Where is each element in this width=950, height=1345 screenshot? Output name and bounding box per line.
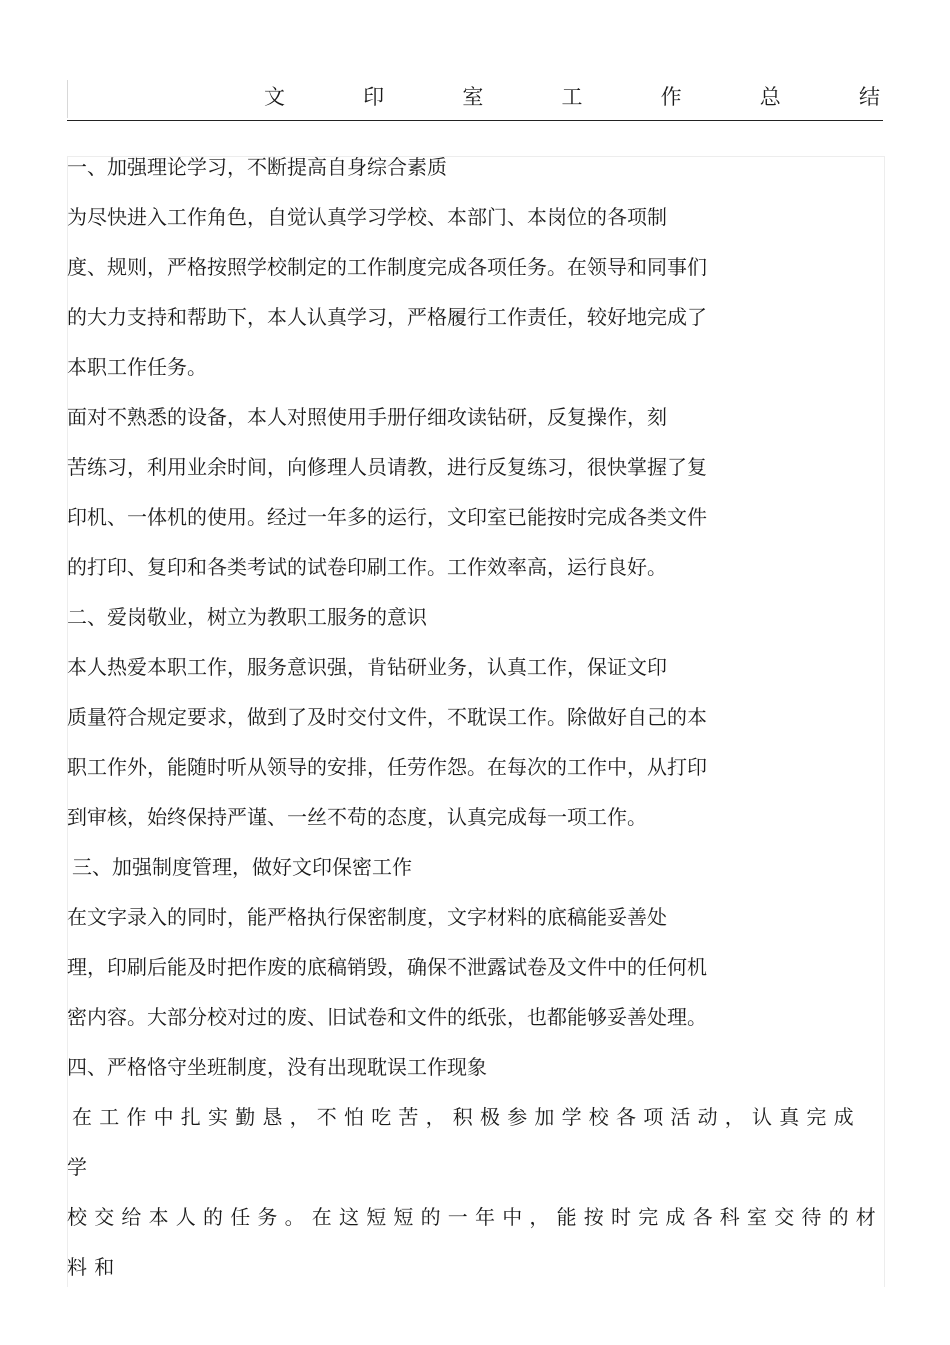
text-line: 在文字录入的同时，能严格执行保密制度，文字材料的底稿能妥善处 xyxy=(67,905,667,929)
title-char: 总 xyxy=(759,85,781,109)
text-line: 苦练习，利用业余时间，向修理人员请教，进行反复练习，很快掌握了复 xyxy=(67,455,707,479)
section-heading: 三、加强制度管理，做好文印保密工作 xyxy=(72,855,412,879)
page-title xyxy=(264,80,880,114)
text-line: 校交给本人的任务。在这短短的一年中，能按时完成各科室交待的材 xyxy=(67,1205,883,1229)
title-char: 工 xyxy=(561,85,583,109)
text-line: 到审核，始终保持严谨、一丝不苟的态度，认真完成每一项工作。 xyxy=(67,805,647,829)
section-heading: 四、严格恪守坐班制度，没有出现耽误工作现象 xyxy=(67,1055,487,1079)
document-body xyxy=(67,150,883,1300)
text-line: 理，印刷后能及时把作废的底稿销毁，确保不泄露试卷及文件中的任何机 xyxy=(67,955,707,979)
text-line: 为尽快进入工作角色，自觉认真学习学校、本部门、本岗位的各项制 xyxy=(67,205,667,229)
text-line: 印机、一体机的使用。经过一年多的运行，文印室已能按时完成各类文件 xyxy=(67,505,707,529)
text-line: 密内容。大部分校对过的废、旧试卷和文件的纸张，也都能够妥善处理。 xyxy=(67,1005,707,1029)
section-heading: 一、加强理论学习，不断提高自身综合素质 xyxy=(67,155,447,179)
text-line: 的大力支持和帮助下，本人认真学习，严格履行工作责任，较好地完成了 xyxy=(67,305,707,329)
text-line: 学 xyxy=(67,1155,87,1179)
title-char: 室 xyxy=(462,85,484,109)
text-line: 的打印、复印和各类考试的试卷印刷工作。工作效率高，运行良好。 xyxy=(67,555,667,579)
title-left-rule xyxy=(67,80,68,118)
text-line: 在工作中扎实勤恳，不怕吃苦，积极参加学校各项活动，认真完成 xyxy=(72,1105,861,1129)
text-line: 料和 xyxy=(67,1255,122,1279)
title-char: 文 xyxy=(264,85,285,109)
text-line: 质量符合规定要求，做到了及时交付文件，不耽误工作。除做好自己的本 xyxy=(67,705,707,729)
text-line: 度、规则，严格按照学校制定的工作制度完成各项任务。在领导和同事们 xyxy=(67,255,707,279)
title-char: 结 xyxy=(858,85,880,109)
text-line: 本职工作任务。 xyxy=(67,355,207,379)
title-underline xyxy=(67,120,883,121)
section-heading: 二、爱岗敬业，树立为教职工服务的意识 xyxy=(67,605,427,629)
title-char: 作 xyxy=(660,85,682,109)
text-line: 面对不熟悉的设备，本人对照使用手册仔细攻读钻研，反复操作，刻 xyxy=(67,405,667,429)
text-line: 本人热爱本职工作，服务意识强，肯钻研业务，认真工作，保证文印 xyxy=(67,655,667,679)
text-line: 职工作外，能随时听从领导的安排，任劳作怨。在每次的工作中，从打印 xyxy=(67,755,707,779)
title-char: 印 xyxy=(363,85,385,109)
